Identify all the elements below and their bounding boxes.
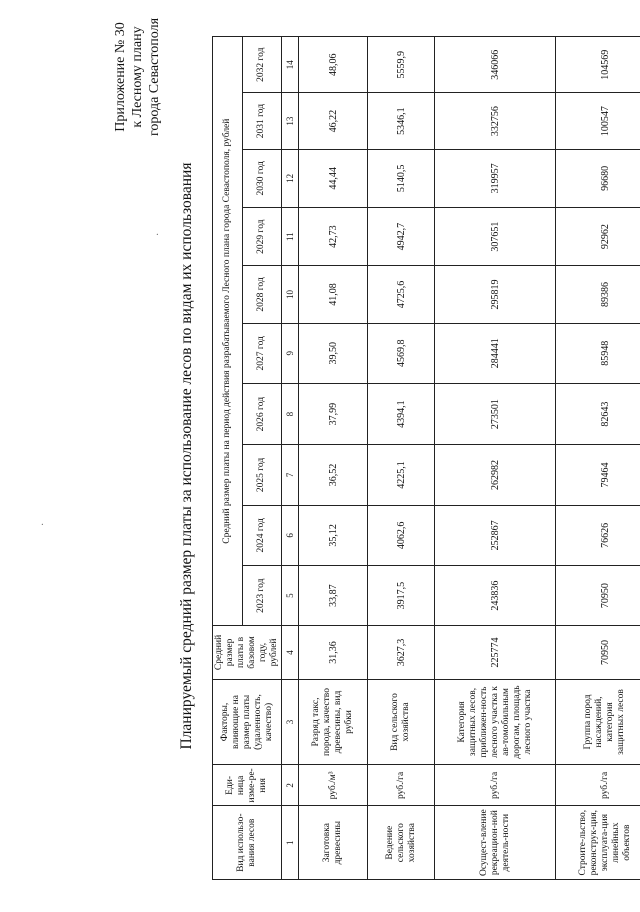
header-year: 2029 год — [242, 208, 281, 266]
cell-value: 79464 — [556, 445, 640, 505]
cell-value: 42,73 — [299, 208, 368, 266]
cell-value: 92962 — [556, 208, 640, 266]
cell-base: 225774 — [435, 626, 556, 679]
cell-value: 89386 — [556, 266, 640, 323]
cell-value: 4942,7 — [368, 208, 435, 266]
cell-value: 252867 — [435, 505, 556, 565]
cell-value: 4725,6 — [368, 266, 435, 323]
cell-factors: Разряд такс, порода, качество древесины, вид рубки — [299, 679, 368, 765]
cell-base: 31,36 — [299, 626, 368, 679]
cell-factors: Группа пород насаждений, категория защитных лесов — [556, 679, 640, 765]
cell-value: 36,52 — [299, 445, 368, 505]
cell-value: 4225,1 — [368, 445, 435, 505]
header-year: 2025 год — [242, 445, 281, 505]
header-factors: Факторы, влияющие на размер платы (удаленность, качество) — [213, 679, 282, 765]
scan-speck: · — [153, 232, 164, 236]
header-unit: Еди-ница изме-ре-ния — [213, 765, 282, 806]
header-year: 2024 год — [242, 505, 281, 565]
cell-value: 295819 — [435, 266, 556, 323]
cell-value: 48,06 — [299, 37, 368, 93]
cell-value: 307651 — [435, 208, 556, 266]
column-number: 14 — [282, 37, 299, 93]
appendix-line-2: к Лесному плану — [130, 26, 145, 128]
column-number: 4 — [282, 626, 299, 679]
cell-unit: руб./га — [368, 765, 435, 806]
header-year: 2026 год — [242, 383, 281, 444]
payment-table — [212, 36, 640, 880]
header-year: 2023 год — [242, 566, 281, 626]
header-type: Вид использо-вания лесов — [213, 806, 282, 880]
cell-value: 70950 — [556, 566, 640, 626]
cell-value: 96680 — [556, 149, 640, 207]
cell-unit: руб./га — [435, 765, 556, 806]
cell-value: 3917,5 — [368, 566, 435, 626]
cell-value: 5559,9 — [368, 37, 435, 93]
header-year: 2030 год — [242, 149, 281, 207]
cell-base: 70950 — [556, 626, 640, 679]
column-number: 10 — [282, 266, 299, 323]
cell-value: 85948 — [556, 323, 640, 383]
column-number: 7 — [282, 445, 299, 505]
column-number: 6 — [282, 505, 299, 565]
cell-value: 46,22 — [299, 93, 368, 149]
cell-value: 319957 — [435, 149, 556, 207]
cell-value: 104569 — [556, 37, 640, 93]
cell-unit: руб./м³ — [299, 765, 368, 806]
cell-value: 41,08 — [299, 266, 368, 323]
cell-value: 4062,6 — [368, 505, 435, 565]
header-year: 2028 год — [242, 266, 281, 323]
cell-unit: руб./га — [556, 765, 640, 806]
header-year: 2032 год — [242, 37, 281, 93]
column-number: 2 — [282, 765, 299, 806]
cell-value: 5140,5 — [368, 149, 435, 207]
cell-value: 332756 — [435, 93, 556, 149]
header-row-period — [213, 37, 243, 880]
column-number: 11 — [282, 208, 299, 266]
table-row — [435, 37, 556, 880]
cell-value: 100547 — [556, 93, 640, 149]
cell-base: 3627,3 — [368, 626, 435, 679]
header-period: Средний размер платы на период действия разрабатываемого Лесного плана города Севастополя, рублей — [213, 37, 243, 626]
cell-value: 37,99 — [299, 383, 368, 444]
cell-value: 44,44 — [299, 149, 368, 207]
header-base-year: Средний размер платы в базовом году, рублей — [213, 626, 282, 679]
appendix-block — [112, 7, 163, 147]
document-title: Планируемый средний размер платы за использование лесов по видам их использования — [178, 162, 195, 750]
column-number: 3 — [282, 679, 299, 765]
cell-value: 39,50 — [299, 323, 368, 383]
column-number: 12 — [282, 149, 299, 207]
column-number-row — [282, 37, 299, 880]
column-number: 1 — [282, 806, 299, 880]
column-number: 8 — [282, 383, 299, 444]
cell-value: 5346,1 — [368, 93, 435, 149]
cell-value: 346066 — [435, 37, 556, 93]
scan-speck: · — [38, 522, 49, 526]
cell-value: 33,87 — [299, 566, 368, 626]
cell-value: 76626 — [556, 505, 640, 565]
cell-type: Осущест-вление рекреацион-ной деятель-ности — [435, 806, 556, 880]
appendix-line-3: города Севастополя — [147, 17, 162, 137]
table-row — [368, 37, 435, 880]
cell-value: 82643 — [556, 383, 640, 444]
cell-type: Строите-льство, реконструк-ция, эксплуата-ция линейных объектов — [556, 806, 640, 880]
cell-value: 273501 — [435, 383, 556, 444]
cell-value: 4394,1 — [368, 383, 435, 444]
header-year: 2027 год — [242, 323, 281, 383]
cell-value: 35,12 — [299, 505, 368, 565]
cell-value: 243836 — [435, 566, 556, 626]
column-number: 9 — [282, 323, 299, 383]
appendix-line-1: Приложение № 30 — [113, 22, 128, 132]
cell-value: 262982 — [435, 445, 556, 505]
cell-value: 284441 — [435, 323, 556, 383]
column-number: 5 — [282, 566, 299, 626]
cell-type: Ведение сельского хозяйства — [368, 806, 435, 880]
cell-factors: Вид сельского хозяйства — [368, 679, 435, 765]
table-row — [556, 37, 640, 880]
column-number: 13 — [282, 93, 299, 149]
cell-type: Заготовка древесины — [299, 806, 368, 880]
table-row — [299, 37, 368, 880]
header-year: 2031 год — [242, 93, 281, 149]
cell-value: 4569,8 — [368, 323, 435, 383]
cell-factors: Категория защитных лесов, приближен-ность лесного участка к ав-томобильным дорогам, площадь лесного участка — [435, 679, 556, 765]
